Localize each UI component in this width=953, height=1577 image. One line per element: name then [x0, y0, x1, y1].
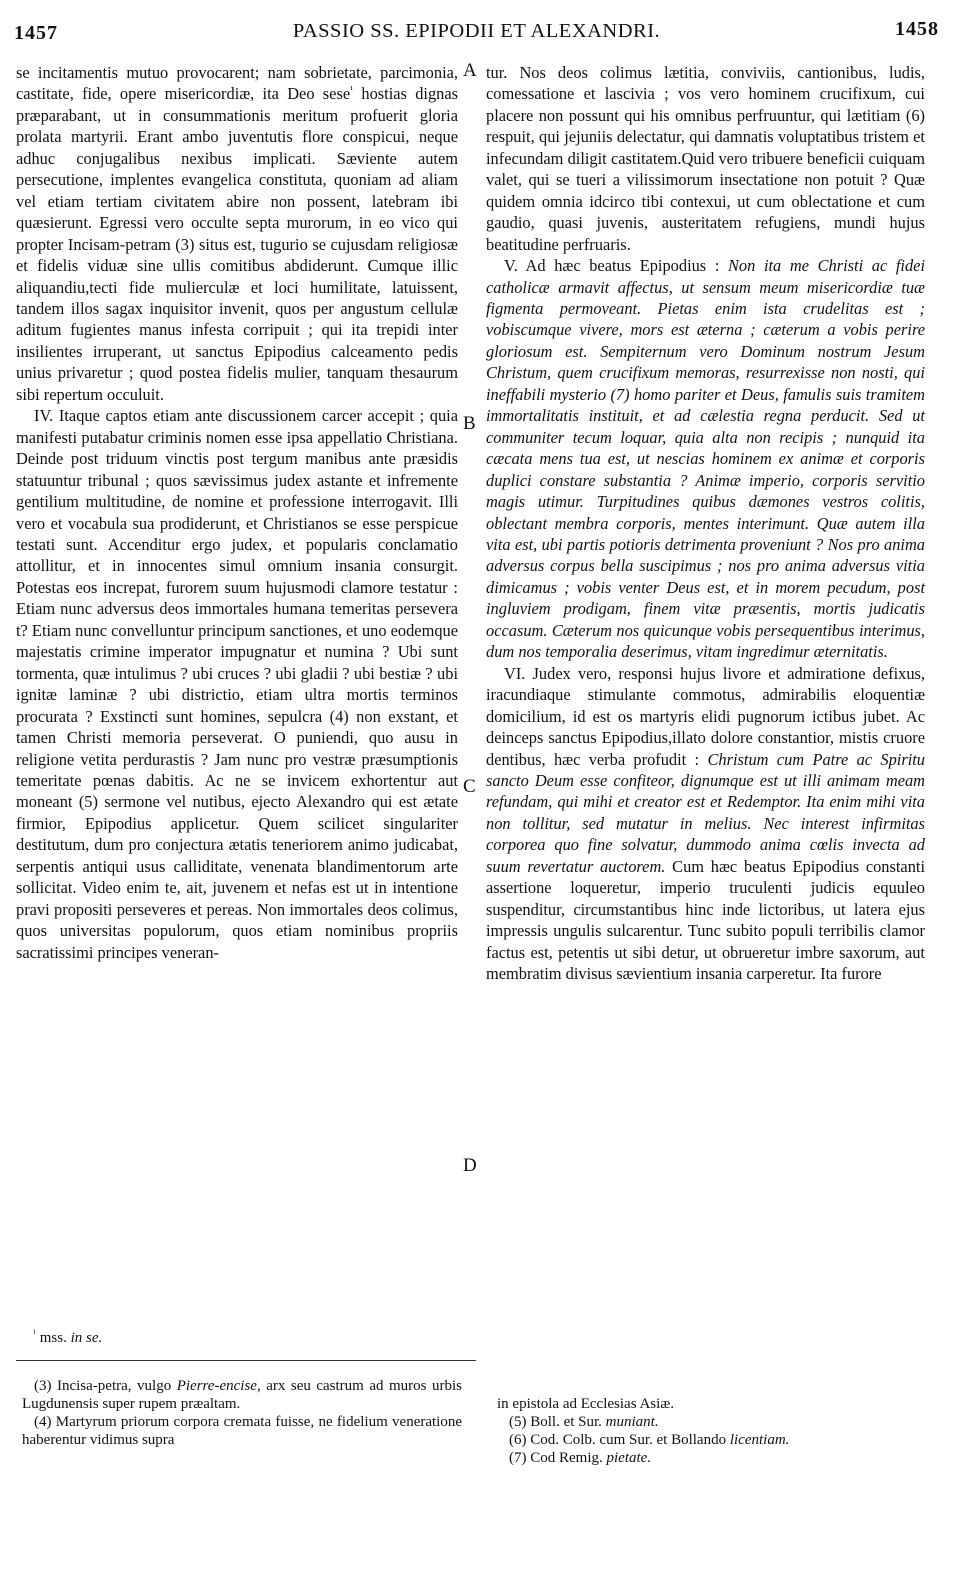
- footnotes-left: [22, 1377, 462, 1449]
- paragraph-continuation: tur. Nos deos colimus lætitia, conviviis, cantionibus, ludis, comessatione et lascivia ; vos vero hominem crucifixum, cui placere non possunt qui his omnibus perfruuntur, qui lætitiam (6) respuit, qui jejuniis delectatur, qui damnatis voluptatibus tristem et infecundam diligit castitatem.Quid vero tribuere beneficii cuiquam valet, qui se tueri a vilissimorum insectatione non potuit ? Quæ quidem omnia idcirco tibi contexui, ut cum oblectatione et cum gaudio, quasi juvenis, austeritatem refugiens, mundi hujus beatitudine perfruaris.: [486, 63, 925, 254]
- footnote-number: ¹: [33, 1328, 36, 1339]
- footnote-3: [22, 1377, 462, 1413]
- footnote-ref: ¹: [350, 84, 354, 96]
- margin-marker-c: C: [463, 776, 476, 797]
- footnote-italic: licentiam.: [729, 1432, 790, 1448]
- footnote-4: (4) Martyrum priorum corpora cremata fuisse, ne fidelium veneratione haberentur vidimus supra: [22, 1414, 462, 1448]
- paragraph-section-v: [486, 255, 925, 663]
- margin-marker-b: B: [463, 413, 476, 434]
- page-number-right: 1458: [895, 18, 939, 40]
- footnote-italic: in se.: [70, 1330, 103, 1346]
- footnote-text: (7) Cod Remig.: [509, 1450, 607, 1466]
- footnote-text: arx seu castrum ad muros urbis Lugdunensis super rupem præaltam.: [22, 1378, 462, 1412]
- text-segment: se incitamentis mutuo provocarent; nam sobrietate, parcimonia, castitate, fide, opere misericordiæ, ita Deo sese: [16, 63, 458, 104]
- right-column: [486, 62, 925, 984]
- footnote-7: [497, 1449, 927, 1467]
- footnote-divider: [16, 1360, 476, 1361]
- footnote-text: (5) Boll. et Sur.: [509, 1414, 606, 1430]
- footnote-text: (3) Incisa-petra, vulgo: [34, 1378, 177, 1394]
- italic-speech: Christum cum Patre ac Spiritu sancto Deum esse confiteor, dignumque est ut illi animam meam refundam, qui mihi et creator est et Redemptor. Ita enim mihi vita non tollitur, sed mutatur in melius. Nec interest infirmitas corporea quo fine solvatur, dummodo anima cœlis invecta ad suum revertatur auctorem.: [486, 749, 926, 876]
- footnote-mss: [33, 1330, 102, 1347]
- footnote-text: mss.: [36, 1330, 71, 1346]
- footnote-italic: pietate.: [606, 1450, 652, 1466]
- text-segment: Cum hæc beatus Epipodius constanti assertione loqueretur, imperio truculenti judicis equuleo suspenditur, circumstantibus hinc inde lictoribus, ut latera ejus impressis ungulis sulcarentur. Tunc subito populi terribilis clamor factus est, petentis ut sibi detur, ut obrueretur imbre saxorum, aut membratim divisus sævientium insania carperetur. Ita furore: [486, 856, 926, 984]
- footnote-italic: muniant.: [605, 1414, 659, 1430]
- footnotes-right: [497, 1395, 927, 1467]
- footnote-italic: Pierre-encise,: [176, 1378, 261, 1394]
- margin-marker-d: D: [463, 1155, 477, 1176]
- text-segment: hostias dignas præparabant, ut in consummationis meritum profuerit gloria prolata martyrii. Erant ambo juventutis flore conspicui, neque adhuc conjugalibus nexibus implicati. Sæviente autem persecutione, implentes evangelica constituta, quoniam ad aliam vel etiam tertiam civitatem abire non possent, latebram ibi quæsierunt. Egressi vero occulte septa murorum, in eo vico qui propter Incisam-petram (3) situs est, tugurio se cujusdam religiosæ et fidelis viduæ sine ullis comitibus abdiderunt. Cumque illic aliquandiu,tecti fide mulierculæ et loci humilitate, latuissent, tandem illos sagax inquisitor invenit, quos per angustum cellulæ aditum fugientes manus infesta corripuit ; qui ita trepidi inter insilientes irruperant, ut sanctus Epipodius calceamento pedis unius privaretur ; quod postea fidelis mulier, tanquam thesaurum sibi repertum occuluit.: [16, 84, 458, 404]
- footnote-5: [497, 1413, 927, 1431]
- running-title: PASSIO SS. EPIPODII ET ALEXANDRI.: [292, 20, 661, 42]
- page-header: [14, 18, 939, 50]
- paragraph-intro: [16, 62, 458, 405]
- paragraph-section-iv: IV. Itaque captos etiam ante discussionem carcer accepit ; quia manifesti putabatur criminis nomen esse ipsa appellatio Christiana. Deinde post triduum vinctis post tergum manibus ante præsidis statuuntur tribunal ; quos sævissimus judex astante et infremente gentilium multitudine, de nomine et professione interrogavit. Illi vero et vocabula sua prodiderunt, et Christianos se esse perspicue testati sunt. Accenditur ergo judex, et popularis conclamatio attollitur, et in innocentes simul omnium insania consurgit. Potestas eos increpat, furorem suum hujusmodi clamore testatur : Etiam nunc adversus deos immortales humana temeritas persevera t? Etiam nunc convelluntur principum sanctiones, et uno eodemque majestatis crimine imperator impugnatur et numina ? Ubi sunt tormenta, quæ intulimus ? ubi cruces ? ubi gladii ? ubi bestiæ ? ubi ignitæ laminæ ? ubi districtio, etiam ultra mortis terminos procurata ? Exstincti sunt homines, sepulcra (4) non exstant, et tamen Christi memoria perseverat. O puniendi, quo ausu in religione vetita perdurastis ? Jam nunc pro vestræ præsumptionis temeritate pœnas dabitis. Ac ne se invicem exhortentur aut moneant (5) sermone vel nutibus, ejecto Alexandro qui est ætate firmior, Epipodius applicetur. Quem scilicet singulariter destitutum, dum pro conjectura ætatis teneriorem animo judicabat, serpentis antiqui usus calliditate, venenata blandimentorum arte sollicitat. Video enim te, ait, juvenem et nefas est ut in intentione pravi propositi perseveres et pereas. Non immortales deos colimus, quos universitas populorum, quos etiam nominibus propriis sacratissimi principes veneran-: [16, 406, 458, 962]
- footnote-6: [497, 1431, 927, 1449]
- footnote-text: (6) Cod. Colb. cum Sur. et Bollando: [509, 1432, 730, 1448]
- footnote-4-continued: in epistola ad Ecclesias Asiæ.: [497, 1396, 675, 1412]
- paragraph-section-vi: [486, 663, 925, 985]
- italic-speech: Non ita me Christi ac fidei catholicæ armavit affectus, ut sensum meum misericordiæ tuæ figmenta permoveant. Pietas enim ista crudelitas est ; vobiscumque vivere, mors est æterna ; cæterum a vobis perire gloriosum est. Sempiternum vero Dominum nostrum Jesum Christum, quem crucifixum memoras, resurrexisse non nosti, qui ineffabili mysterio (7) homo pariter et Deus, famulis suis tramitem immortalitatis instituit, et ad cælestia regna perducit. Sed ut communiter tecum loquar, quia alta non recipis ; nunquid ita cæcata mens tua est, ut nescias hominem ex animæ et corporis duplici constare substantia ? Animæ imperio, corporis servitio magis utimur. Turpitudines quibus dæmones vestros colitis, oblectant membra corporis, mentes interimunt. Quæ autem illa vita est, ubi partis potioris detrimenta proveniunt ? Nos pro anima adversus corpus bella suscipimus ; nos pro anima adversus vitia dimicamus ; vobis venter Deus est, et in morem pecudum, post ingluviem prodigam, finem vitæ præsentis, mortis judicatis occasum. Cæterum nos quicunque vobis persequentibus interimus, dum nos temporalia deserimus, vitam ingredimur æternitatis.: [486, 256, 926, 662]
- page-number-left: 1457: [14, 22, 58, 44]
- margin-marker-a: A: [463, 60, 477, 81]
- text-segment: VI. Judex vero, responsi hujus livore et admiratione defixus, iracundiaque stimulante commotus, admirabilis eloquentiæ domicilium, id est os martyris elidi pugnorum ictibus jubet. Ac deinceps sanctus Epipodius,illato dolore constantior, mistis cruore dentibus, hæc verba profudit :: [486, 663, 925, 769]
- left-column: [16, 62, 458, 963]
- text-segment: V. Ad hæc beatus Epipodius :: [504, 256, 728, 276]
